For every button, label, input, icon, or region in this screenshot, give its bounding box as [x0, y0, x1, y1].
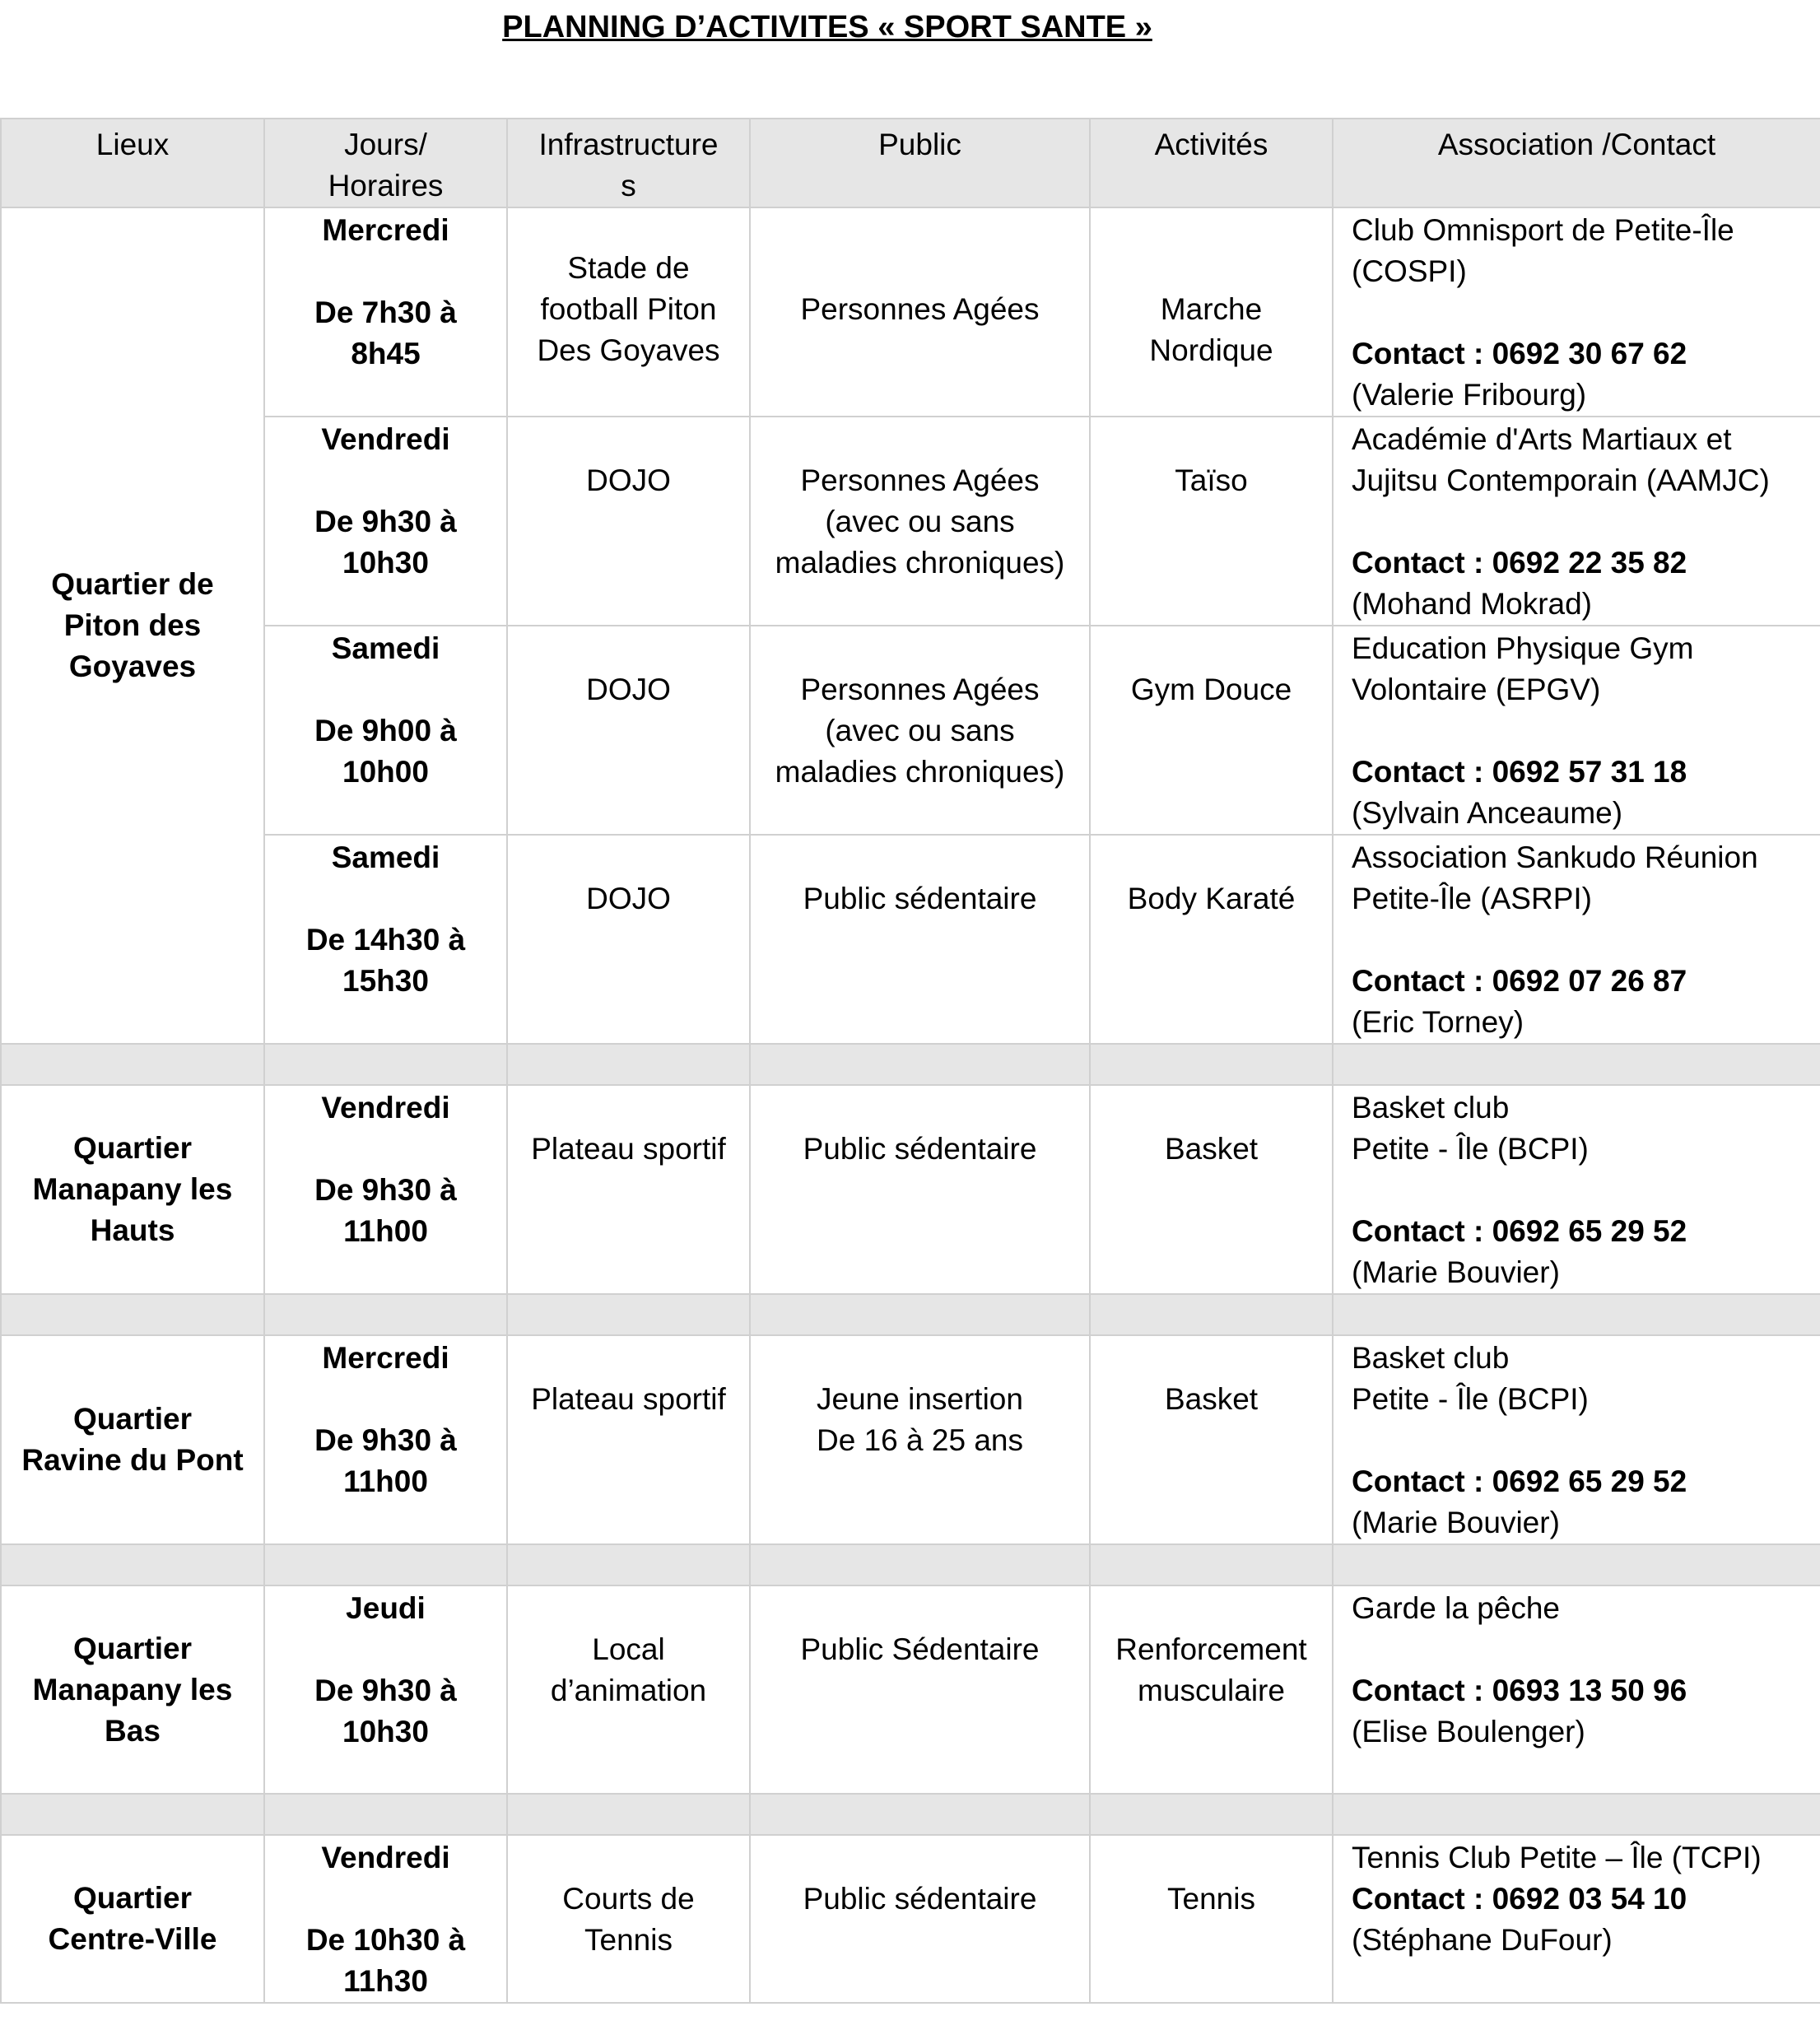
separator-row: [1, 1794, 1820, 1835]
separator-row: [1, 1044, 1820, 1085]
activity-cell: Tennis: [1090, 1835, 1333, 2003]
public-cell: Personnes Agées: [750, 207, 1090, 417]
separator-row: [1, 1294, 1820, 1335]
infrastructure-cell: Courts de Tennis: [507, 1835, 750, 2003]
header-public: Public: [750, 119, 1090, 207]
day-time-cell: Vendredi De 9h30 à 11h00: [264, 1085, 507, 1294]
public-cell: Public sédentaire: [750, 1835, 1090, 2003]
header-jours: Jours/ Horaires: [264, 119, 507, 207]
contact-phone: Contact : 0692 65 29 52: [1352, 1214, 1687, 1248]
activity-cell: Basket: [1090, 1085, 1333, 1294]
association-cell: Education Physique Gym Volontaire (EPGV) Contact : 0692 57 31 18 (Sylvain Anceaume): [1333, 626, 1820, 835]
activity-cell: Taïso: [1090, 417, 1333, 626]
association-cell: Basket club Petite - Île (BCPI) Contact : 0692 65 29 52 (Marie Bouvier): [1333, 1085, 1820, 1294]
contact-phone: Contact : 0693 13 50 96: [1352, 1674, 1687, 1707]
table-row: [1, 207, 1820, 417]
infrastructure-cell: Stade de football Piton Des Goyaves: [507, 207, 750, 417]
infrastructure-cell: Plateau sportif: [507, 1335, 750, 1544]
day-time-cell: Vendredi De 10h30 à 11h30: [264, 1835, 507, 2003]
infrastructure-cell: DOJO: [507, 835, 750, 1044]
association-cell: Tennis Club Petite – Île (TCPI) Contact : 0692 03 54 10 (Stéphane DuFour): [1333, 1835, 1820, 2003]
infrastructure-cell: DOJO: [507, 626, 750, 835]
lieu-cell: Quartier de Piton des Goyaves: [1, 207, 264, 1044]
public-cell: Personnes Agées (avec ou sans maladies chroniques): [750, 626, 1090, 835]
activity-cell: Basket: [1090, 1335, 1333, 1544]
header-infrastructures: Infrastructure s: [507, 119, 750, 207]
day-time-cell: Jeudi De 9h30 à 10h30: [264, 1585, 507, 1794]
page-title: PLANNING D’ACTIVITES « SPORT SANTE »: [502, 10, 1152, 44]
infrastructure-cell: Local d’animation: [507, 1585, 750, 1794]
day-time-cell: Vendredi De 9h30 à 10h30: [264, 417, 507, 626]
day-time-cell: Samedi De 9h00 à 10h00: [264, 626, 507, 835]
public-cell: Jeune insertion De 16 à 25 ans: [750, 1335, 1090, 1544]
association-cell: Garde la pêche Contact : 0693 13 50 96 (Elise Boulenger): [1333, 1585, 1820, 1794]
activity-cell: Gym Douce: [1090, 626, 1333, 835]
infrastructure-cell: Plateau sportif: [507, 1085, 750, 1294]
activity-cell: Body Karaté: [1090, 835, 1333, 1044]
contact-phone: Contact : 0692 65 29 52: [1352, 1464, 1687, 1498]
association-cell: Club Omnisport de Petite-Île (COSPI) Contact : 0692 30 67 62 (Valerie Fribourg): [1333, 207, 1820, 417]
day-time-cell: Mercredi De 7h30 à 8h45: [264, 207, 507, 417]
contact-phone: Contact : 0692 30 67 62: [1352, 337, 1687, 370]
table-row: [1, 1335, 1820, 1544]
association-cell: Association Sankudo Réunion Petite-Île (ASRPI) Contact : 0692 07 26 87 (Eric Torney): [1333, 835, 1820, 1044]
activity-cell: Marche Nordique: [1090, 207, 1333, 417]
separator-row: [1, 1544, 1820, 1585]
table-row: [1, 417, 1820, 626]
lieu-cell: Quartier Manapany les Hauts: [1, 1085, 264, 1294]
day-time-cell: Mercredi De 9h30 à 11h00: [264, 1335, 507, 1544]
public-cell: Public Sédentaire: [750, 1585, 1090, 1794]
infrastructure-cell: DOJO: [507, 417, 750, 626]
day-time-cell: Samedi De 14h30 à 15h30: [264, 835, 507, 1044]
contact-phone: Contact : 0692 07 26 87: [1352, 964, 1687, 998]
association-cell: Basket club Petite - Île (BCPI) Contact : 0692 65 29 52 (Marie Bouvier): [1333, 1335, 1820, 1544]
association-cell: Académie d'Arts Martiaux et Jujitsu Contemporain (AAMJC) Contact : 0692 22 35 82 (Mohand Mokrad): [1333, 417, 1820, 626]
contact-phone: Contact : 0692 57 31 18: [1352, 755, 1687, 789]
lieu-cell: Quartier Manapany les Bas: [1, 1585, 264, 1794]
table-row: [1, 626, 1820, 835]
lieu-cell: Quartier Centre-Ville: [1, 1835, 264, 2003]
table-row: [1, 1085, 1820, 1294]
contact-phone: Contact : 0692 22 35 82: [1352, 546, 1687, 580]
activity-cell: Renforcement musculaire: [1090, 1585, 1333, 1794]
contact-phone: Contact : 0692 03 54 10: [1352, 1882, 1687, 1916]
table-header-row: [1, 119, 1820, 207]
table-row: [1, 1585, 1820, 1794]
lieu-cell: Quartier Ravine du Pont: [1, 1335, 264, 1544]
schedule-table: [0, 118, 1820, 2004]
table-row: [1, 1835, 1820, 2003]
public-cell: Personnes Agées (avec ou sans maladies chroniques): [750, 417, 1090, 626]
header-association: Association /Contact: [1333, 119, 1820, 207]
table-row: [1, 835, 1820, 1044]
header-lieux: Lieux: [1, 119, 264, 207]
public-cell: Public sédentaire: [750, 1085, 1090, 1294]
public-cell: Public sédentaire: [750, 835, 1090, 1044]
header-activites: Activités: [1090, 119, 1333, 207]
